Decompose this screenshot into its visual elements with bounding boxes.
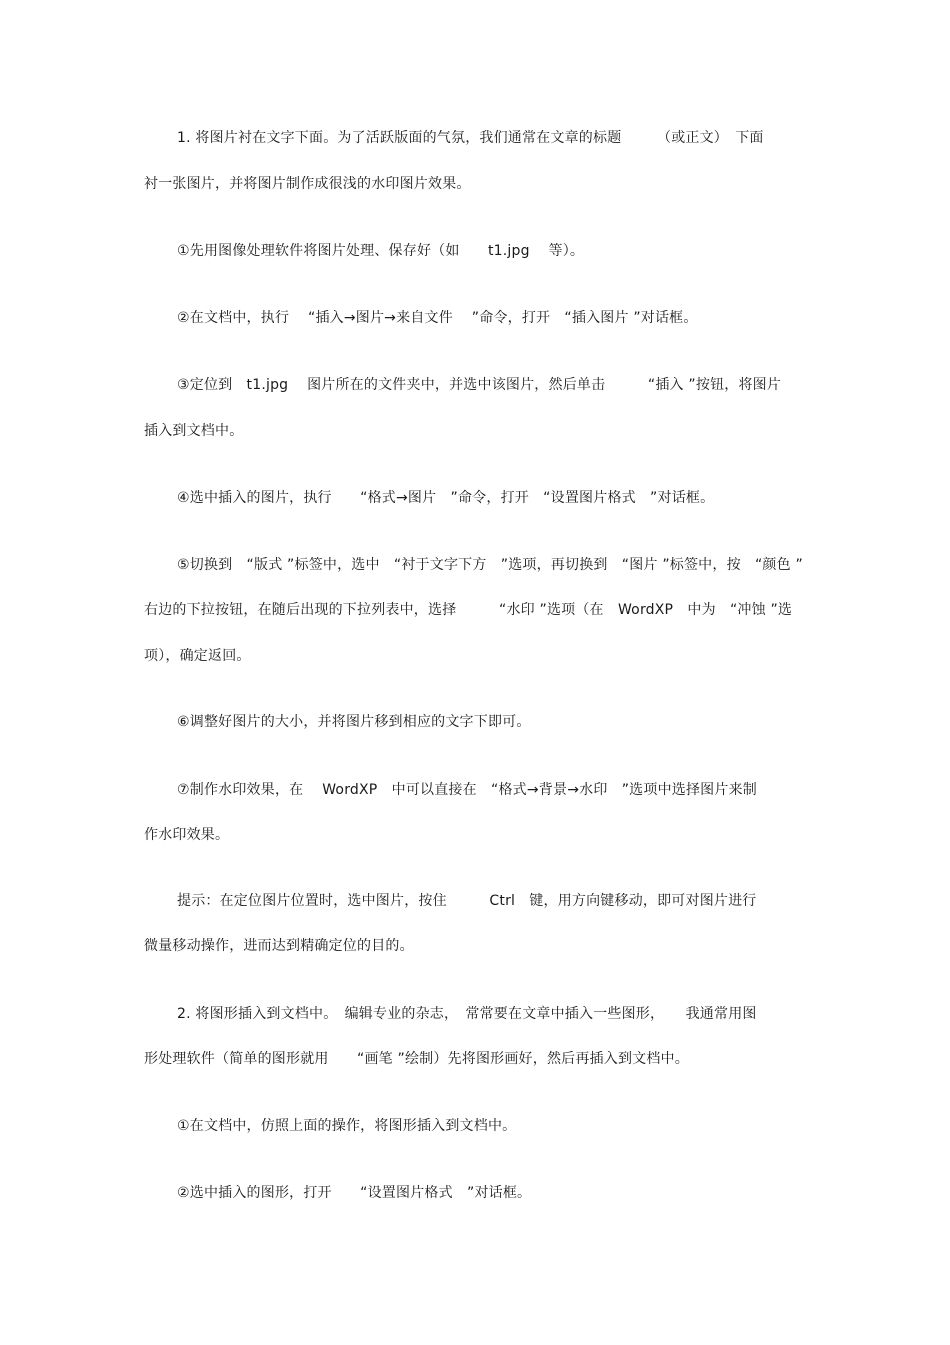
step-4-line-1: ④选中插入的图片，执行 “格式→图片 ”命令，打开 “设置图片格式 ”对话框。: [177, 490, 715, 506]
paragraph-1-line-2: 衬一张图片，并将图片制作成很浅的水印图片效果。: [144, 176, 471, 192]
shape-step-2-line-1: ②选中插入的图形，打开 “设置图片格式 ”对话框。: [177, 1185, 532, 1201]
step-7-line-1: ⑦制作水印效果，在 WordXP 中可以直接在 “格式→背景→水印 ”选项中选择图片来制: [177, 782, 757, 798]
step-1-line-1: ①先用图像处理软件将图片处理、保存好（如 t1.jpg 等）。: [177, 243, 585, 259]
step-5-line-1: ⑤切换到 “版式 ”标签中，选中 “衬于文字下方 ”选项，再切换到 “图片 ”标签中，按 “颜色 ”: [177, 557, 803, 573]
shape-step-1-line-1: ①在文档中，仿照上面的操作，将图形插入到文档中。: [177, 1118, 517, 1134]
step-5-line-3: 项），确定返回。: [144, 648, 251, 664]
tip-line-2: 微量移动操作，进而达到精确定位的目的。: [144, 938, 414, 954]
step-3-line-1: ③定位到 t1.jpg 图片所在的文件夹中，并选中该图片，然后单击 “插入 ”按钮，将图片: [177, 377, 782, 393]
paragraph-1-line-1: 1. 将图片衬在文字下面。为了活跃版面的气氛，我们通常在文章的标题 （或正文） 下面: [177, 130, 764, 146]
paragraph-2-line-2: 形处理软件（简单的图形就用 “画笔 ”绘制）先将图形画好，然后再插入到文档中。: [144, 1051, 689, 1067]
tip-line-1: 提示：在定位图片位置时，选中图片，按住 Ctrl 键，用方向键移动，即可对图片进行: [177, 893, 757, 909]
step-3-line-2: 插入到文档中。: [144, 423, 244, 439]
step-6-line-1: ⑥调整好图片的大小，并将图片移到相应的文字下即可。: [177, 714, 531, 730]
step-5-line-2: 右边的下拉按钮，在随后出现的下拉列表中，选择 “水印 ”选项（在 WordXP 中为 “冲蚀 ”选: [144, 602, 793, 618]
step-7-line-2: 作水印效果。: [144, 827, 230, 843]
paragraph-2-line-1: 2. 将图形插入到文档中。 编辑专业的杂志， 常常要在文章中插入一些图形， 我通常用图: [177, 1006, 757, 1022]
step-2-line-1: ②在文档中，执行 “插入→图片→来自文件 ”命令，打开 “插入图片 ”对话框。: [177, 310, 698, 326]
